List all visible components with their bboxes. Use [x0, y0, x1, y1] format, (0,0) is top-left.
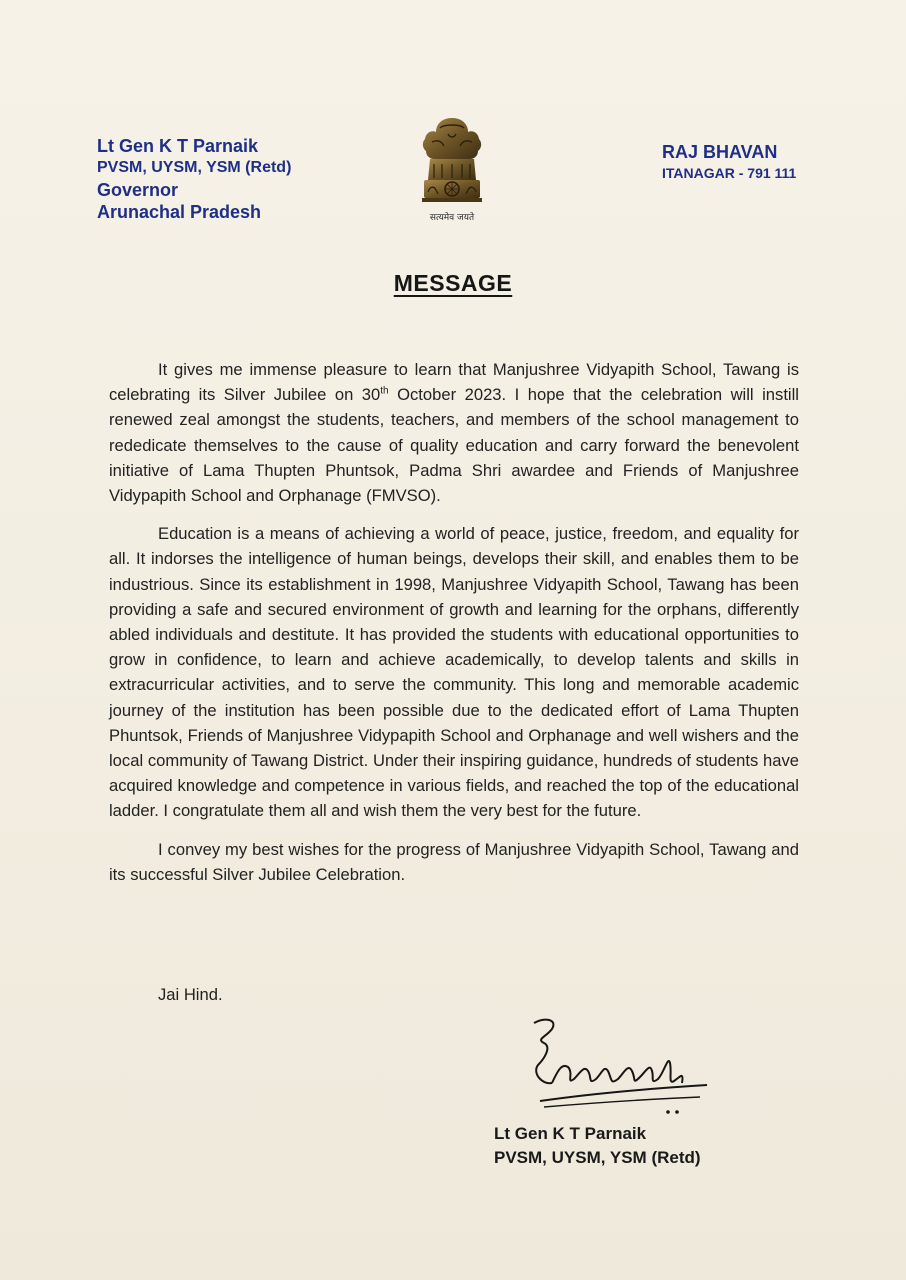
office-address: ITANAGAR - 791 111 — [662, 165, 797, 181]
governor-position: Governor — [97, 180, 179, 200]
office-name: RAJ BHAVAN — [662, 142, 778, 162]
emblem-motto: सत्यमेव जयते — [429, 213, 475, 223]
message-title: MESSAGE — [393, 270, 513, 296]
national-emblem-icon — [412, 112, 492, 230]
handwritten-signature — [522, 1015, 717, 1123]
paragraph-3: I convey my best wishes for the progress of Manjushree Vidyapith School, Tawang and its successful Silver Jubilee Celebration. — [109, 839, 799, 884]
governor-name: Lt Gen K T Parnaik — [97, 136, 259, 156]
governor-state: Arunachal Pradesh — [97, 202, 262, 222]
signatory-name: Lt Gen K T Parnaik — [494, 1124, 647, 1143]
paragraph-1-text-a: It gives me immense pleasure to learn that Manjushree Vidyapith School, Tawang is celebrating its Silver Jubilee on 30 — [109, 360, 799, 405]
governor-decorations: PVSM, UYSM, YSM (Retd) — [97, 159, 292, 176]
paragraph-2: Education is a means of achieving a world of peace, justice, freedom, and equality for all. It indorses the intelligence of human beings, develops their skill, and enables them to be industrious. Since its establishment in 1998, Manjushree Vidyapith School, Tawang has been providing a safe and secured environment of growth and learning for the orphans, differently abled individuals and destitute. It has provided the students with educational opportunities to grow in confidence, to learn and achieve academically, to develop talents and skills in extracurricular activities, and to serve the community. This long and memorable academic journey of the institution has been possible due to the dedicated effort of Lama Thupten Phuntsok, Friends of Manjushree Vidypapith School and Orphanage and well wishers and the local community of Tawang District. Under their inspiring guidance, hundreds of students have acquired knowledge and competence in various fields, and reached the top of the educational ladder. I congratulate them all and wish them the very best for the future. — [109, 524, 799, 821]
message-body — [109, 357, 799, 900]
paragraph-1-text-b: October 2023. I hope that the celebration will instill renewed zeal amongst the students, teachers, and members of the school management to rededicate themselves to the cause of quality education and carry forward the benevolent initiative of Lama Thupten Phuntsok, Padma Shri awardee and Friends of Manjushree Vidypapith School and Orphanage (FMVSO). — [109, 385, 799, 506]
message-title-wrap — [0, 270, 906, 297]
ordinal-suffix: th — [380, 385, 389, 397]
signatory-decorations: PVSM, UYSM, YSM (Retd) — [494, 1148, 701, 1167]
letterhead-right — [662, 141, 796, 183]
closing-salutation: Jai Hind. — [158, 985, 223, 1004]
signatory-block — [494, 1122, 701, 1170]
paragraph-1 — [109, 357, 799, 508]
letterhead-left — [97, 135, 291, 223]
